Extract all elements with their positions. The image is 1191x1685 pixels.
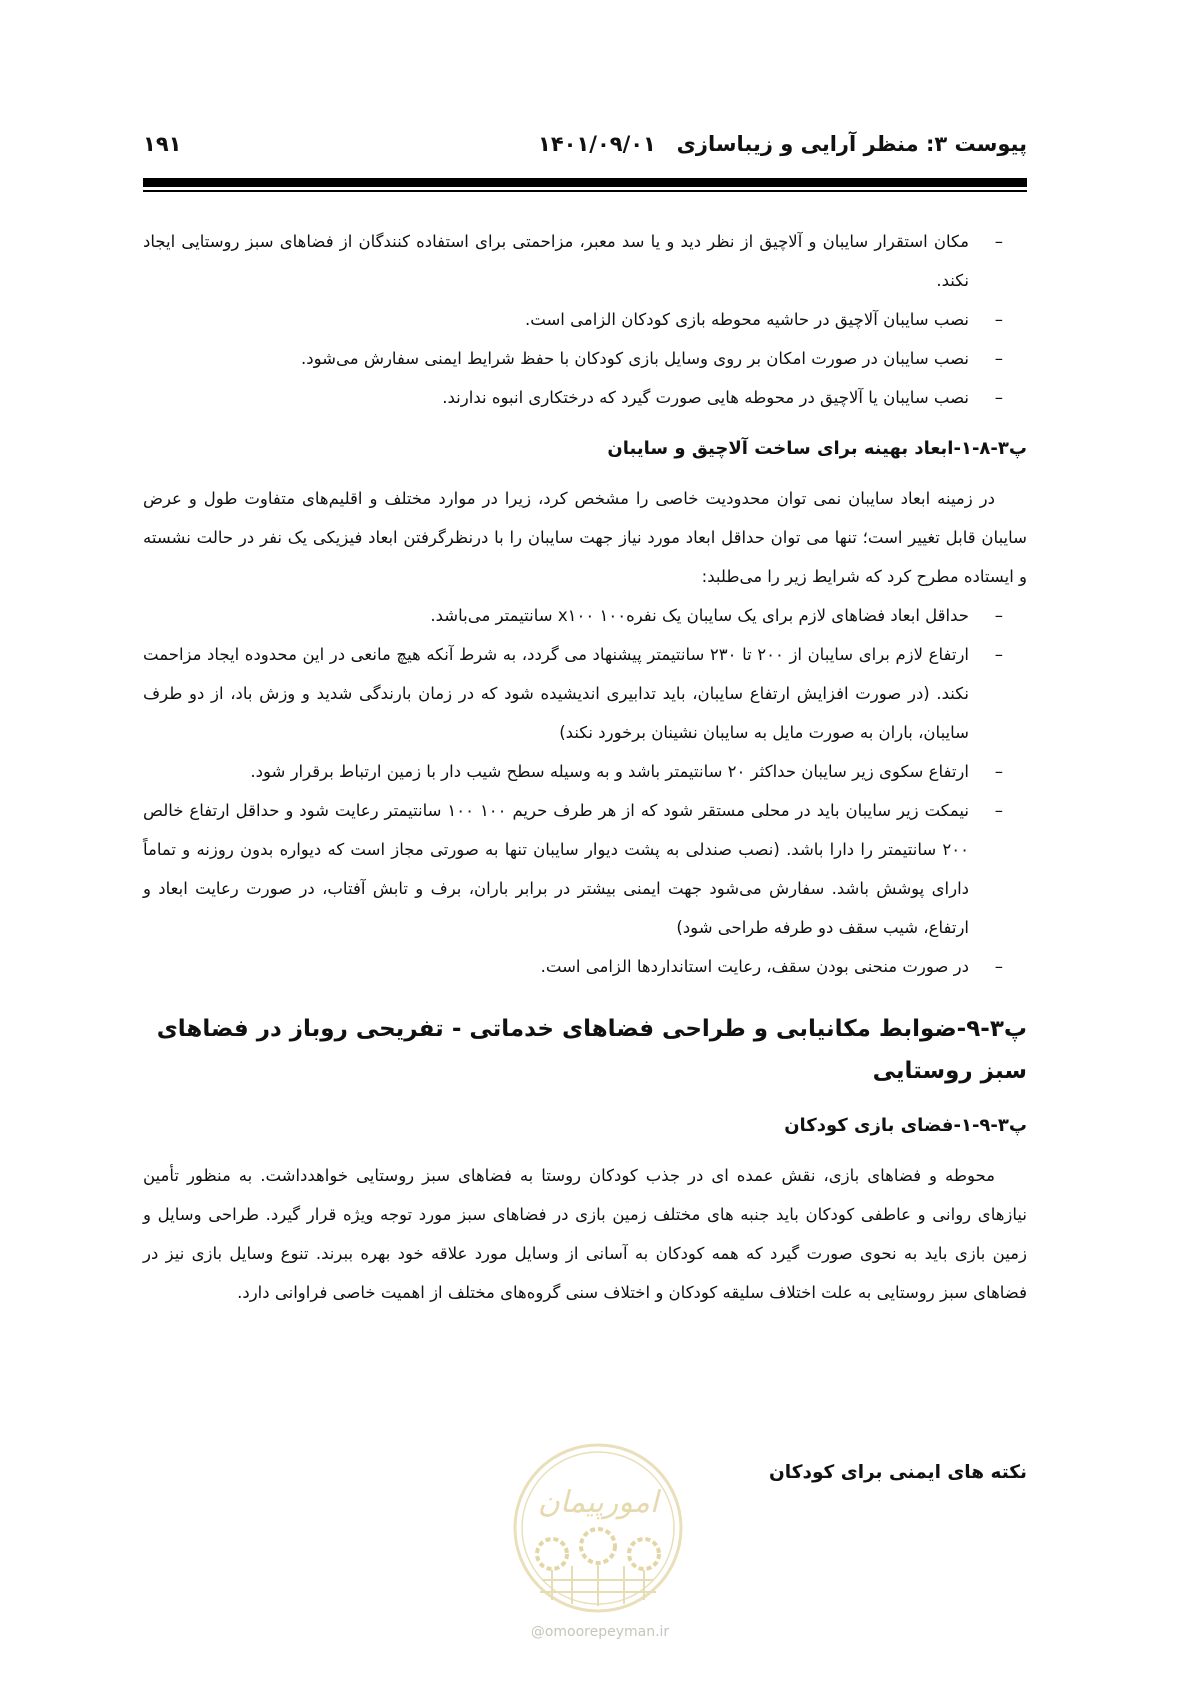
- page-header: [143, 132, 1027, 166]
- list-item: – حداقل ابعاد فضاهای لازم برای یک سایبان یک نفره۱۰۰ x۱۰۰ سانتیمتر می‌باشد.: [143, 596, 1027, 635]
- list-item: – مکان استقرار سایبان و آلاچیق از نظر دید و یا سد معبر، مزاحمتی برای استفاده کنندگان از فضاهای سبز روستایی ایجاد نکند.: [143, 222, 1027, 300]
- section-heading-9: پ۳-۹-ضوابط مکانیابی و طراحی فضاهای خدماتی - تفریحی روباز در فضاهای سبز روستایی: [156, 1016, 1027, 1084]
- page-header-title: پیوست ۳: منظر آرایی و زیباسازی: [676, 132, 1027, 156]
- bullet-list-canopy-placement: [143, 222, 1027, 417]
- list-item: – نصب سایبان آلاچیق در حاشیه محوطه بازی کودکان الزامی است.: [143, 300, 1027, 339]
- section-paragraph-8-1: در زمینه ابعاد سایبان نمی توان محدودیت خاصی را مشخص کرد، زیرا در موارد مختلف و اقلیم‌های متفاوت طول و عرض سایبان قابل تغییر است؛ تنها می توان حداقل ابعاد مورد نیاز جهت سایبان را با درنظرگرفتن ابعاد فیزیکی یک نفر در حالت نشسته و ایستاده مطرح کرد که شرایط زیر را می‌طلبد:: [143, 489, 1027, 586]
- list-item: – نیمکت زیر سایبان باید در محلی مستقر شود که از هر طرف حریم ۱۰۰ ۱۰۰ سانتیمتر رعایت شود و حداقل ارتفاع خالص ۲۰۰ سانتیمتر را دارا باشد. (نصب صندلی به پشت دیوار سایبان تنها به صورتی مجاز است که دیواره بدون روزنه و تماماً دارای پوشش باشد. سفارش می‌شود جهت ایمنی بیشتر در برابر باران، برف و تابش آفتاب، در صورت رعایت ابعاد و ارتفاع، شیب سقف دو طرفه طراحی شود): [143, 791, 1027, 947]
- section-heading-9-1: پ۳-۹-۱-فضای بازی کودکان: [784, 1115, 1027, 1136]
- watermark-seal-icon: [512, 1442, 684, 1614]
- page-header-date: ۱۴۰۱/۰۹/۰۱: [538, 132, 656, 156]
- list-item: – در صورت منحنی بودن سقف، رعایت استانداردها الزامی است.: [143, 947, 1027, 986]
- list-item: – نصب سایبان یا آلاچیق در محوطه هایی صورت گیرد که درختکاری انبوه ندارند.: [143, 378, 1027, 417]
- header-rule-thin: [143, 190, 1027, 192]
- page-content: [143, 222, 1027, 1312]
- svg-text:امورپیمان: امورپیمان: [537, 1485, 659, 1520]
- list-item: – ارتفاع لازم برای سایبان از ۲۰۰ تا ۲۳۰ سانتیمتر پیشنهاد می گردد، به شرط آنکه هیچ مانعی در این محدوده ایجاد مزاحمت نکند. (در صورت افزایش ارتفاع سایبان، باید تدابیری اندیشیده شود که در زمان بارندگی شدید و وزش باد، از دو طرف سایبان، باران به صورت مایل به سایبان نشینان برخورد نکند): [143, 635, 1027, 752]
- watermark-url: @omoorepeyman.ir: [530, 1624, 670, 1640]
- safety-heading: نکته های ایمنی برای کودکان: [768, 1462, 1027, 1483]
- bullet-list-dimensions: [143, 596, 1027, 986]
- section-paragraph-9-1: محوطه و فضاهای بازی، نقش عمده ای در جذب کودکان روستا به فضاهای سبز روستایی خواهدداشت. به منظور تأمین نیازهای روانی و عاطفی کودکان باید جنبه های مختلف زمین بازی در فضاهای سبز مورد توجه ویژه قرار گیرد. طراحی وسایل و زمین بازی باید به نحوی صورت گیرد که همه کودکان به آسانی از وسایل مورد علاقه خود بهره ببرند. تنوع وسایل بازی نیز در فضاهای سبز روستایی به علت اختلاف سلیقه کودکان و اختلاف سنی گروه‌های مختلف از اهمیت خاصی فراوانی دارد.: [143, 1166, 1027, 1302]
- header-rule-thick: [143, 178, 1027, 187]
- list-item: – ارتفاع سکوی زیر سایبان حداکثر ۲۰ سانتیمتر باشد و به وسیله سطح شیب دار با زمین ارتباط برقرار شود.: [143, 752, 1027, 791]
- page-number: ۱۹۱: [143, 132, 182, 156]
- list-item: – نصب سایبان در صورت امکان بر روی وسایل بازی کودکان با حفظ شرایط ایمنی سفارش می‌شود.: [143, 339, 1027, 378]
- section-heading-8-1: پ۳-۸-۱-ابعاد بهینه برای ساخت آلاچیق و سایبان: [607, 438, 1027, 459]
